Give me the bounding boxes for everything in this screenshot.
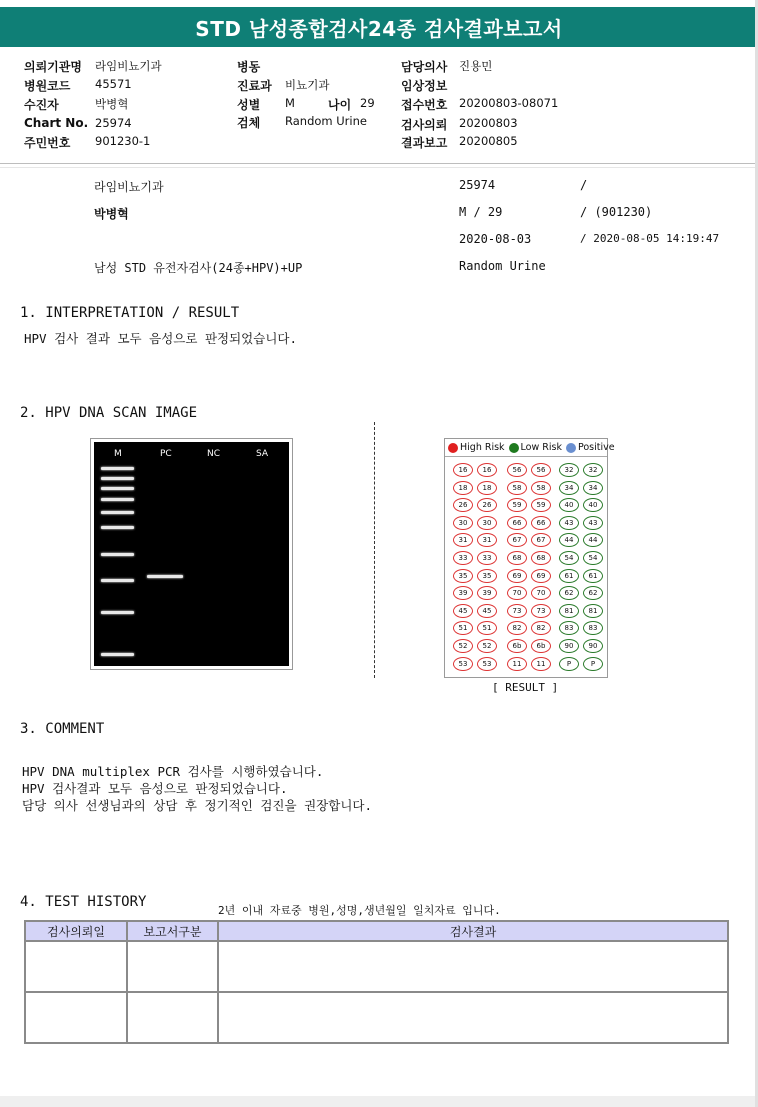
hpv-probe-spot: 6b [531, 639, 551, 653]
table-cell [218, 941, 728, 992]
table-cell [25, 992, 127, 1043]
table-row [25, 992, 728, 1043]
hpv-probe-spot: 70 [507, 586, 527, 600]
header-label-request-date: 검사의뢰 [401, 118, 448, 132]
legend-positive: Positive [577, 442, 615, 453]
hpv-probe-spot: 61 [559, 569, 579, 583]
header-value-resident-no: 901230-1 [95, 134, 151, 148]
header-divider-shadow [0, 167, 758, 168]
header-divider [0, 163, 758, 164]
hpv-probe-spot: 81 [583, 604, 603, 618]
ladder-band [101, 467, 134, 470]
hpv-probe-spot: 26 [477, 498, 497, 512]
hpv-probe-spot: 58 [507, 481, 527, 495]
hpv-probe-spot: 26 [453, 498, 473, 512]
hpv-probe-spot: 61 [583, 569, 603, 583]
header-label-age: 나이 [328, 98, 352, 112]
section-divider-dashed [374, 422, 375, 678]
section-comment-title: 3. COMMENT [20, 721, 105, 737]
hpv-probe-spot: 39 [453, 586, 473, 600]
hpv-probe-spot: 69 [531, 569, 551, 583]
section-interpretation-title: 1. INTERPRETATION / RESULT [20, 305, 240, 321]
hpv-probe-spot: 73 [507, 604, 527, 618]
hpv-probe-spot: 54 [583, 551, 603, 565]
summary-institution: 라임비뇨기과 [94, 180, 164, 194]
table-header-request-date: 검사의뢰일 [25, 921, 127, 941]
header-label-clinical-info: 임상정보 [401, 79, 448, 93]
table-header-report-type: 보고서구분 [127, 921, 218, 941]
hpv-probe-spot: 11 [531, 657, 551, 671]
hpv-probe-spot: 66 [531, 516, 551, 530]
table-cell [127, 941, 218, 992]
hpv-probe-spot: 56 [507, 463, 527, 477]
hpv-probe-spot: 53 [453, 657, 473, 671]
summary-test-name: 남성 STD 유전자검사(24종+HPV)+UP [94, 261, 303, 275]
hpv-probe-spot: 31 [477, 533, 497, 547]
strip-legend [448, 442, 615, 453]
hpv-probe-spot: 45 [453, 604, 473, 618]
header-label-dept: 진료과 [237, 79, 272, 93]
ladder-band [101, 579, 134, 582]
header-label-report-date: 결과보고 [401, 136, 448, 150]
table-cell [127, 992, 218, 1043]
header-label-resident-no: 주민번호 [24, 136, 71, 150]
hpv-probe-spot: 43 [583, 516, 603, 530]
hpv-probe-spot: 18 [453, 481, 473, 495]
hpv-probe-spot: 81 [559, 604, 579, 618]
gel-electrophoresis-image [90, 438, 293, 670]
section-test-history-title: 4. TEST HISTORY [20, 894, 147, 910]
header-label-specimen: 검체 [237, 116, 261, 130]
header-value-hospital-code: 45571 [95, 77, 132, 91]
hpv-probe-spot: 53 [477, 657, 497, 671]
ladder-band [101, 477, 134, 480]
hpv-probe-spot: 52 [453, 639, 473, 653]
header-label-chart-no: Chart No. [24, 116, 89, 130]
table-cell [218, 992, 728, 1043]
test-history-table [24, 920, 729, 1044]
hpv-probe-spot: 32 [559, 463, 579, 477]
summary-specimen: Random Urine [459, 259, 546, 273]
hpv-probe-spot: 52 [477, 639, 497, 653]
hpv-probe-spot: 30 [453, 516, 473, 530]
hpv-probe-spot: 66 [507, 516, 527, 530]
hpv-probe-spot: 34 [559, 481, 579, 495]
comment-line-1: HPV DNA multiplex PCR 검사를 시행하였습니다. [22, 764, 324, 779]
summary-report-datetime: / 2020-08-05 14:19:47 [580, 232, 720, 245]
header-value-patient: 박병혁 [95, 97, 129, 111]
header-value-sex: M [285, 96, 295, 110]
hpv-probe-spot: 59 [507, 498, 527, 512]
ladder-band [101, 487, 134, 490]
hpv-probe-spot: 43 [559, 516, 579, 530]
gel-background [94, 442, 289, 666]
test-history-note: 2년 이내 자료중 병원,성명,생년월일 일치자료 입니다. [218, 904, 501, 917]
hpv-probe-spot: 56 [531, 463, 551, 477]
hpv-probe-spot: 83 [583, 621, 603, 635]
table-header-row [25, 921, 728, 941]
hpv-probe-spot: 44 [559, 533, 579, 547]
ladder-band [101, 511, 134, 514]
header-label-receipt-no: 접수번호 [401, 98, 448, 112]
table-header-result: 검사결과 [218, 921, 728, 941]
header-label-sex: 성별 [237, 98, 261, 112]
hpv-probe-spot: 69 [507, 569, 527, 583]
header-value-request-date: 20200803 [459, 116, 518, 130]
comment-line-3: 담당 의사 선생님과의 상담 후 정기적인 검진을 권장합니다. [22, 798, 373, 813]
ladder-band [101, 526, 134, 529]
header-value-receipt-no: 20200803-08071 [459, 96, 559, 110]
header-label-ward: 병동 [237, 60, 261, 74]
hpv-probe-spot: P [583, 657, 603, 671]
summary-patient: 박병혁 [94, 207, 129, 221]
legend-low-risk: Low Risk [520, 442, 562, 453]
hpv-probe-spot: 73 [531, 604, 551, 618]
hpv-probe-spot: 54 [559, 551, 579, 565]
hpv-probe-spot: 62 [559, 586, 579, 600]
hpv-probe-spot: 16 [453, 463, 473, 477]
gel-lane-label-pc: PC [160, 449, 172, 459]
header-label-patient: 수진자 [24, 98, 59, 112]
low-risk-dot-icon [509, 443, 519, 453]
ladder-band [101, 653, 134, 656]
hpv-probe-spot: 51 [477, 621, 497, 635]
report-title: STD 남성종합검사24종 검사결과보고서 [0, 7, 758, 47]
hpv-probe-spot: 30 [477, 516, 497, 530]
summary-request-date: 2020-08-03 [459, 232, 532, 246]
header-value-doctor: 진용민 [459, 59, 493, 73]
positive-dot-icon [566, 443, 576, 453]
ladder-band [101, 553, 134, 556]
hpv-probe-spot: 70 [531, 586, 551, 600]
hpv-probe-spot: 67 [507, 533, 527, 547]
summary-sex-age: M / 29 [459, 205, 503, 219]
hpv-probe-spot: 90 [583, 639, 603, 653]
hpv-probe-spot: 35 [477, 569, 497, 583]
hpv-probe-spot: 33 [453, 551, 473, 565]
hpv-strip-result [444, 438, 615, 678]
strip-caption: [ RESULT ] [492, 681, 559, 694]
hpv-probe-spot: 34 [583, 481, 603, 495]
gel-lane-label-sa: SA [256, 449, 269, 459]
hpv-probe-spot: 58 [531, 481, 551, 495]
hpv-probe-spot: 44 [583, 533, 603, 547]
header-value-institution: 라임비뇨기과 [95, 59, 162, 73]
hpv-probe-spot: 31 [453, 533, 473, 547]
hpv-probe-spot: 45 [477, 604, 497, 618]
header-value-age: 29 [360, 96, 375, 110]
header-value-dept: 비뇨기과 [285, 78, 330, 92]
hpv-probe-spot: P [559, 657, 579, 671]
strip-legend-divider [445, 456, 607, 457]
table-row [25, 941, 728, 992]
legend-high-risk: High Risk [460, 442, 505, 453]
header-value-report-date: 20200805 [459, 134, 518, 148]
hpv-probe-spot: 90 [559, 639, 579, 653]
header-label-institution: 의뢰기관명 [24, 60, 82, 74]
hpv-probe-spot: 83 [559, 621, 579, 635]
summary-birth: / (901230) [580, 205, 653, 219]
hpv-probe-spot: 68 [531, 551, 551, 565]
section-interpretation-text: HPV 검사 결과 모두 음성으로 판정되었습니다. [24, 331, 298, 346]
hpv-probe-spot: 16 [477, 463, 497, 477]
page-bottom-bar [0, 1096, 758, 1107]
gel-lane-label-m: M [114, 449, 122, 459]
header-value-specimen: Random Urine [285, 114, 367, 128]
hpv-probe-spot: 59 [531, 498, 551, 512]
header-label-hospital-code: 병원코드 [24, 79, 71, 93]
hpv-probe-spot: 82 [507, 621, 527, 635]
section-hpv-scan-title: 2. HPV DNA SCAN IMAGE [20, 405, 198, 421]
hpv-probe-spot: 51 [453, 621, 473, 635]
header-label-doctor: 담당의사 [401, 60, 448, 74]
summary-slash: / [580, 178, 588, 192]
gel-lane-label-nc: NC [207, 449, 221, 459]
high-risk-dot-icon [448, 443, 458, 453]
hpv-probe-spot: 6b [507, 639, 527, 653]
hpv-probe-spot: 39 [477, 586, 497, 600]
hpv-probe-spot: 82 [531, 621, 551, 635]
hpv-probe-spot: 18 [477, 481, 497, 495]
hpv-probe-spot: 62 [583, 586, 603, 600]
hpv-probe-spot: 35 [453, 569, 473, 583]
ladder-band [101, 611, 134, 614]
pc-band [147, 575, 183, 578]
header-value-chart-no: 25974 [95, 116, 132, 130]
comment-line-2: HPV 검사결과 모두 음성으로 판정되었습니다. [22, 781, 288, 796]
hpv-probe-spot: 33 [477, 551, 497, 565]
hpv-probe-spot: 67 [531, 533, 551, 547]
hpv-probe-spot: 40 [559, 498, 579, 512]
hpv-probe-spot: 40 [583, 498, 603, 512]
hpv-probe-spot: 32 [583, 463, 603, 477]
ladder-band [101, 498, 134, 501]
hpv-probe-spot: 68 [507, 551, 527, 565]
table-cell [25, 941, 127, 992]
hpv-probe-spot: 11 [507, 657, 527, 671]
summary-chart-no: 25974 [459, 178, 496, 192]
